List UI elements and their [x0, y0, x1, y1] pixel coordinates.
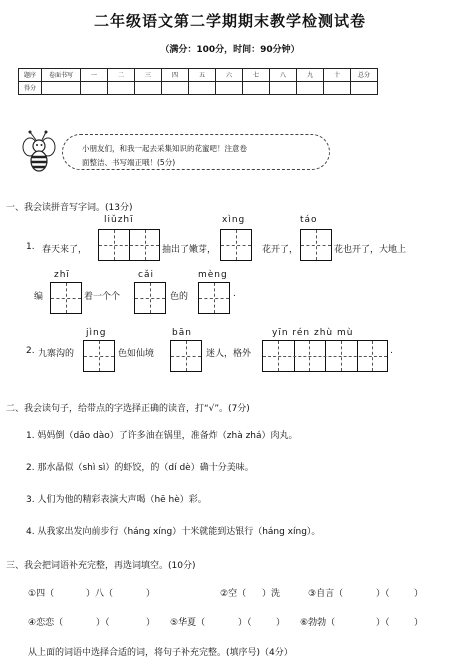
fill-blank: ）	[276, 618, 286, 628]
tianzige-box[interactable]	[83, 340, 115, 372]
fill-blank: ③自言（	[308, 589, 344, 599]
page-title: 二年级语文第二学期期末教学检测试卷	[93, 12, 366, 30]
question-text: 色如仙境	[118, 349, 155, 359]
tianzige-box[interactable]	[134, 282, 166, 314]
score-table-header-row	[19, 69, 378, 82]
fill-blank: ④恋恋（	[28, 618, 64, 628]
fill-blank: ⑤华夏（	[170, 618, 206, 628]
bubble-text-line2: 面整洁、书写端正哦！(5分)	[82, 158, 176, 167]
table-cell[interactable]	[162, 82, 189, 95]
table-cell: 二	[108, 69, 135, 82]
tianzige-box[interactable]	[50, 282, 82, 314]
bee-icon	[16, 130, 62, 176]
tianzige-box[interactable]	[198, 282, 230, 314]
question-text: 迷人，格外	[206, 349, 252, 359]
pinyin: liǔzhī	[104, 215, 134, 225]
tianzige-box[interactable]	[262, 340, 388, 372]
table-cell[interactable]	[216, 82, 243, 95]
question-text: 九寨沟的	[38, 349, 75, 359]
table-cell: 八	[270, 69, 297, 82]
question-text: .	[233, 289, 236, 299]
question-text: 春天来了，	[42, 245, 88, 255]
table-cell[interactable]	[42, 82, 81, 95]
section-3-heading: 三、我会把词语补充完整，再选词填空。(10分)	[6, 561, 196, 571]
table-cell[interactable]	[324, 82, 351, 95]
table-cell: 十	[324, 69, 351, 82]
pinyin: táo	[300, 215, 318, 225]
table-cell[interactable]	[351, 82, 378, 95]
section-2-heading: 二、我会读句子，给带点的字选择正确的读音，打“√”。(7分)	[6, 404, 250, 414]
pinyin: yīn rén zhù mù	[272, 328, 354, 338]
table-cell: 一	[81, 69, 108, 82]
table-cell: 卷面书写	[42, 69, 81, 82]
fill-blank: ①四（	[28, 589, 55, 599]
fill-blank: ）	[414, 618, 424, 628]
table-cell: 七	[243, 69, 270, 82]
pinyin: zhī	[54, 270, 70, 280]
table-cell[interactable]	[135, 82, 162, 95]
question-text: 着一个个	[84, 292, 121, 302]
table-cell: 题序	[19, 69, 42, 82]
question-text: 花也开了，大地上	[334, 245, 407, 255]
tianzige-box[interactable]	[98, 229, 160, 261]
question-text: 色的	[170, 292, 189, 302]
fill-blank: ）（	[376, 589, 390, 599]
question-text: 编	[34, 292, 44, 302]
question-item: 4. 从我家出发向前步行（háng xíng）十米就能到达银行（háng xíng）。	[26, 527, 321, 537]
tianzige-box[interactable]	[170, 340, 202, 372]
instruction-text: 从上面的词语中选择合适的词，将句子补充完整。(填序号)（4分）	[28, 648, 293, 658]
pinyin: bān	[172, 328, 192, 338]
pinyin: cǎi	[138, 270, 154, 280]
table-cell[interactable]	[270, 82, 297, 95]
section-1-heading: 一、我会读拼音写字词。(13分)	[6, 203, 133, 213]
tianzige-box[interactable]	[300, 229, 332, 261]
table-cell[interactable]	[108, 82, 135, 95]
question-number: 1.	[26, 242, 35, 252]
fill-blank: ）	[146, 589, 156, 599]
table-cell: 四	[162, 69, 189, 82]
question-text: 抽出了嫩芽，	[162, 245, 217, 255]
question-text: 花开了，	[262, 245, 299, 255]
tianzige-box[interactable]	[220, 229, 252, 261]
table-cell[interactable]	[81, 82, 108, 95]
table-cell: 九	[297, 69, 324, 82]
question-item: 1. 妈妈倒（dǎo dào）了许多油在锅里，准备炸（zhà zhá）肉丸。	[26, 431, 298, 441]
pinyin: mèng	[198, 270, 228, 280]
fill-blank: ）（	[96, 618, 110, 628]
table-cell: 得分	[19, 82, 42, 95]
exam-info: （满分：100分，时间：90分钟）	[160, 45, 300, 55]
fill-blank: ）	[146, 618, 156, 628]
question-text: .	[390, 346, 393, 356]
fill-blank: ）	[414, 589, 424, 599]
table-cell[interactable]	[243, 82, 270, 95]
table-cell: 六	[216, 69, 243, 82]
score-table	[18, 68, 378, 95]
question-item: 3. 人们为他的精彩表演大声喝（hē hè）彩。	[26, 495, 207, 505]
question-number: 2.	[26, 346, 35, 356]
table-cell[interactable]	[297, 82, 324, 95]
fill-blank: ）（	[376, 618, 390, 628]
bubble-text-line1: 小朋友们，和我一起去采集知识的花蜜吧！注意卷	[82, 144, 247, 153]
table-cell: 总分	[351, 69, 378, 82]
fill-blank: ②空（	[220, 589, 247, 599]
fill-blank: ）洗	[262, 589, 281, 599]
pinyin: xìng	[222, 215, 246, 225]
pinyin: jìng	[86, 328, 107, 338]
fill-blank: ）八（	[86, 589, 114, 599]
table-cell: 五	[189, 69, 216, 82]
fill-blank: ）（	[238, 618, 252, 628]
question-item: 2. 那水晶似（shì sì）的虾饺，的（dí dè）确十分美味。	[26, 463, 254, 473]
score-table-score-row	[19, 82, 378, 95]
fill-blank: ⑥勃勃（	[300, 618, 336, 628]
table-cell: 三	[135, 69, 162, 82]
table-cell[interactable]	[189, 82, 216, 95]
